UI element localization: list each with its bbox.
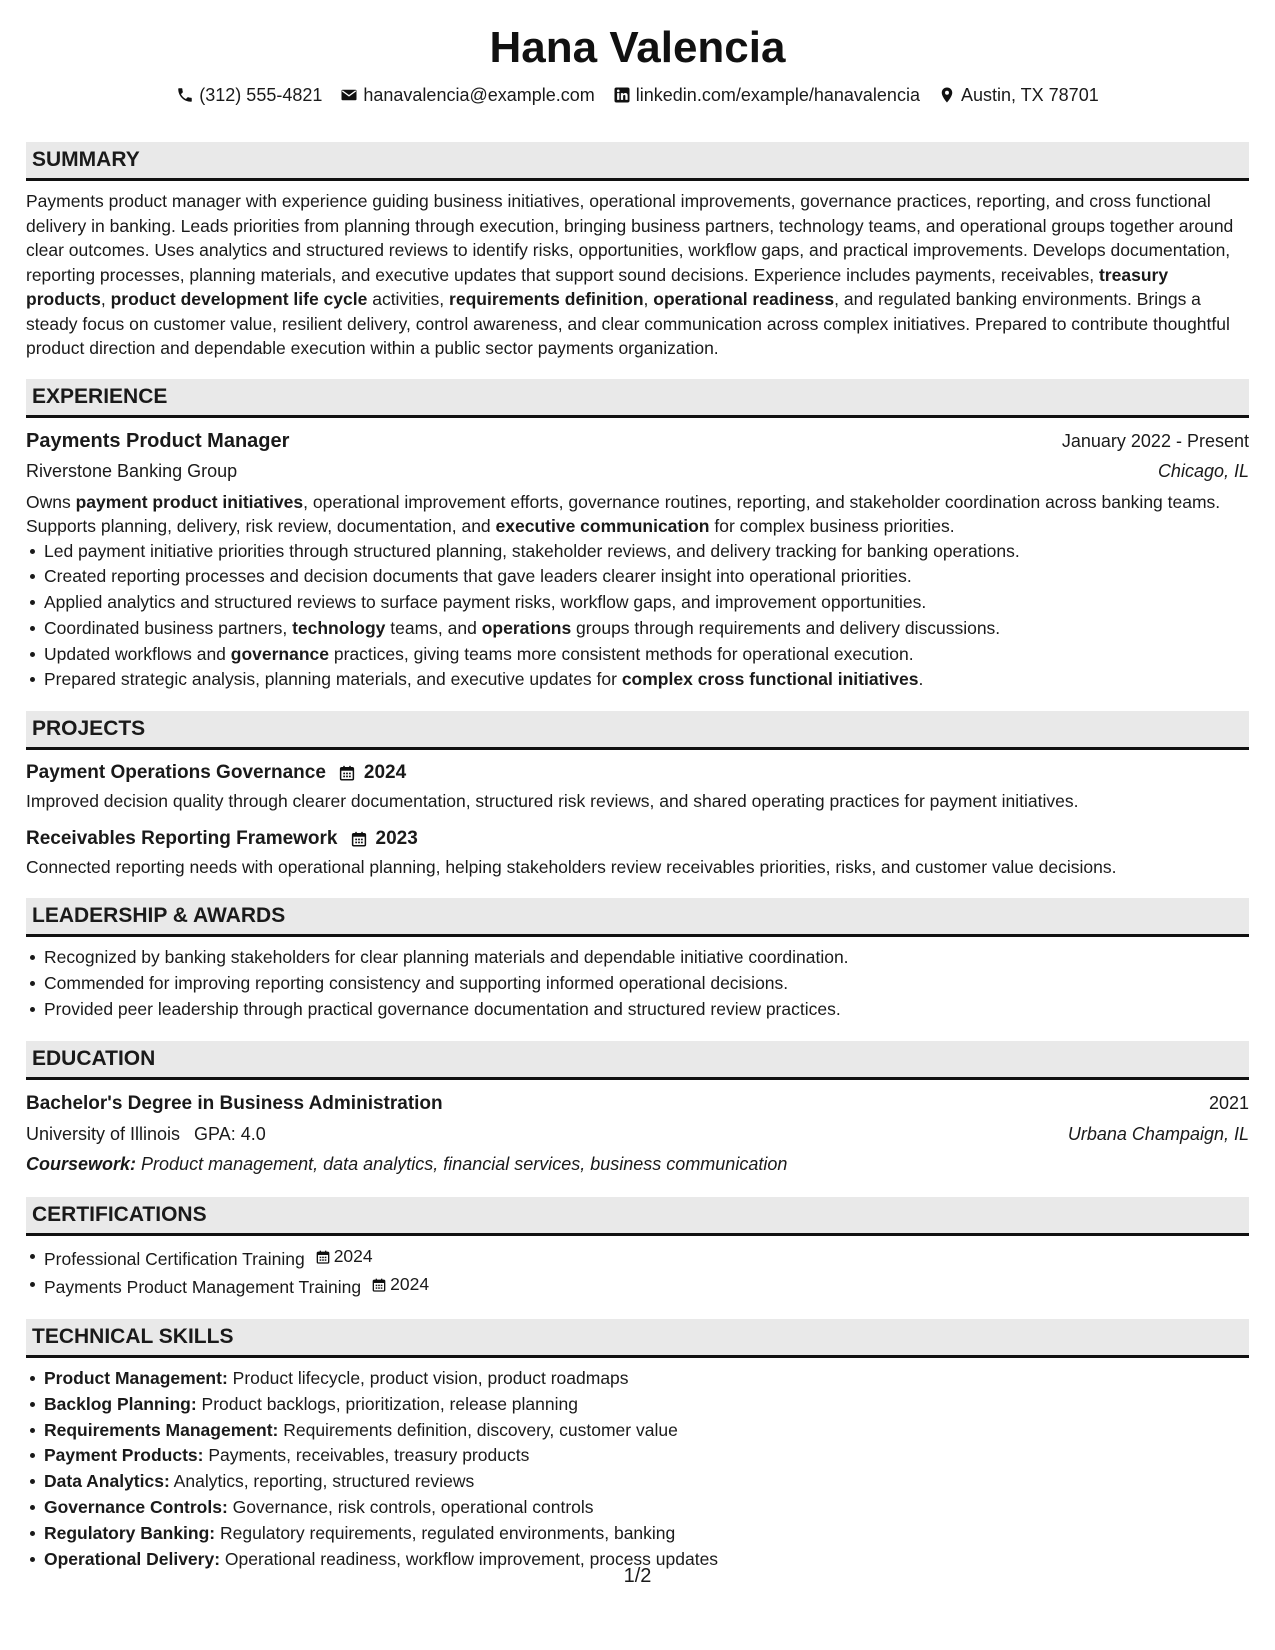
skill-values: Operational readiness, workflow improvement, process updates (220, 1548, 719, 1569)
list-item (44, 1495, 1249, 1521)
certification-year: 2024 (390, 1274, 430, 1295)
certification-date (315, 1244, 373, 1270)
job-title: Payments Product Manager (26, 429, 290, 452)
job-company-row (26, 456, 1249, 486)
phone-text: (312) 555-4821 (199, 85, 323, 105)
list-item (44, 1521, 1249, 1547)
certification-list (26, 1244, 1249, 1301)
list-item (44, 1392, 1249, 1418)
project-year: 2024 (363, 762, 407, 784)
list-item: Led payment initiative priorities through structured planning, stakeholder reviews, and delivery tracking for banking operations. (44, 539, 1249, 565)
list-item (44, 1469, 1249, 1495)
location-text: Austin, TX 78701 (960, 85, 1099, 105)
contact-bar (26, 82, 1249, 108)
calendar-icon (371, 1277, 387, 1293)
skill-values: Product lifecycle, product vision, product roadmaps (227, 1368, 629, 1389)
list-item: Applied analytics and structured reviews to surface payment risks, workflow gaps, and improvement opportunities. (44, 590, 1249, 616)
section-heading-projects: PROJECTS (26, 711, 1249, 750)
project-description: Improved decision quality through clearer documentation, structured risk reviews, and shared operating practices for payment initiatives. (26, 791, 1079, 812)
project-title-row (26, 758, 1249, 788)
section-heading-skills: TECHNICAL SKILLS (26, 1319, 1249, 1358)
job-dates: January 2022 - Present (1061, 430, 1249, 451)
page-number: 1/2 (623, 1565, 652, 1587)
skill-category: Payment Products: (44, 1445, 204, 1466)
calendar-icon (338, 764, 356, 782)
company-name: Riverstone Banking Group (26, 460, 238, 481)
linkedin-icon (613, 86, 631, 104)
coursework: Coursework: Product management, data analytics, financial services, business communication (26, 1153, 788, 1174)
skills-list (26, 1366, 1249, 1572)
graduation-year: 2021 (1208, 1092, 1249, 1113)
contact-location (938, 82, 1099, 108)
resume-content (26, 18, 1249, 1572)
list-item (44, 1443, 1249, 1469)
email-text: hanavalencia@example.com (363, 85, 595, 105)
skill-category: Regulatory Banking: (44, 1522, 216, 1543)
degree-title: Bachelor's Degree in Business Administration (26, 1092, 443, 1114)
list-item: Updated workflows and governance practices, giving teams more consistent methods for operational execution. (44, 642, 1249, 668)
project-year: 2023 (375, 828, 418, 850)
project-title: Payment Operations Governance (26, 762, 326, 784)
job-header (26, 426, 1249, 456)
project-description: Connected reporting needs with operational planning, helping stakeholders review receivables priorities, risks, and customer value decisions. (26, 857, 1117, 878)
skill-category: Governance Controls: (44, 1497, 228, 1518)
skill-values: Analytics, reporting, structured reviews (169, 1471, 475, 1492)
linkedin-text: linkedin.com/example/hanavalencia (635, 85, 920, 105)
skill-values: Product backlogs, prioritization, release planning (196, 1393, 578, 1414)
school-location: Urbana Champaign, IL (1067, 1123, 1249, 1144)
section-heading-education: EDUCATION (26, 1041, 1249, 1080)
list-item: Recognized by banking stakeholders for clear planning materials and dependable initiative coordination. (44, 945, 1249, 971)
skill-category: Requirements Management: (44, 1419, 279, 1440)
list-item: Prepared strategic analysis, planning materials, and executive updates for complex cross functional initiatives. (44, 667, 1249, 693)
school-name: University of Illinois (26, 1123, 181, 1144)
envelope-icon (340, 86, 358, 104)
section-heading-experience: EXPERIENCE (26, 379, 1249, 418)
map-pin-icon (938, 86, 956, 104)
skill-category: Operational Delivery: (44, 1548, 221, 1569)
contact-linkedin[interactable] (613, 82, 920, 108)
skill-category: Data Analytics: (44, 1471, 170, 1492)
skill-values: Regulatory requirements, regulated environments, banking (215, 1522, 676, 1543)
calendar-icon (350, 830, 368, 848)
list-item (44, 1244, 1249, 1273)
contact-email[interactable] (340, 82, 594, 108)
list-item: Provided peer leadership through practical governance documentation and structured review practices. (44, 997, 1249, 1023)
section-heading-leadership: LEADERSHIP & AWARDS (26, 898, 1249, 937)
project-title: Receivables Reporting Framework (26, 828, 338, 850)
skill-values: Requirements definition, discovery, customer value (278, 1419, 678, 1440)
certification-name: Professional Certification Training (44, 1248, 305, 1269)
calendar-icon (315, 1249, 331, 1265)
certification-year: 2024 (333, 1245, 373, 1266)
job-bullets (26, 539, 1249, 694)
list-item: Coordinated business partners, technology teams, and operations groups through requirements and delivery discussions. (44, 616, 1249, 642)
skill-category: Product Management: (44, 1368, 228, 1389)
project-date (338, 758, 406, 788)
education-header (26, 1088, 1249, 1119)
phone-icon (176, 86, 194, 104)
leadership-list (26, 945, 1249, 1022)
skill-values: Governance, risk controls, operational controls (227, 1497, 594, 1518)
certification-name: Payments Product Management Training (44, 1277, 362, 1298)
list-item: Created reporting processes and decision documents that gave leaders clearer insight into operational priorities. (44, 564, 1249, 590)
project-title-row (26, 824, 1249, 854)
list-item: Commended for improving reporting consistency and supporting informed operational decisions. (44, 971, 1249, 997)
list-item (44, 1418, 1249, 1444)
section-heading-certifications: CERTIFICATIONS (26, 1197, 1249, 1236)
summary-paragraph: Payments product manager with experience guiding business initiatives, operational improvements, governance practices, reporting, and cross functional delivery in banking. Leads priorities from planning through execution, bringing business partners, technology teams, and operational groups together around clear outcomes. Uses analytics and structured reviews to identify risks, opportunities, workflow gaps, and practical improvements. Develops documentation, reporting processes, planning materials, and executive updates that support sound decisions. Experience includes payments, receivables, treasury products, product development life cycle activities, requirements definition, operational readiness, and regulated banking environments. Brings a steady focus on customer value, resilient delivery, control awareness, and clear communication across complex initiatives. Prepared to contribute thoughtful product direction and dependable execution within a public sector payments organization. (26, 191, 1234, 358)
education-school-row (26, 1119, 1249, 1149)
job-location: Chicago, IL (1157, 460, 1249, 481)
job-description: Owns payment product initiatives, operational improvement efforts, governance routines, reporting, and stakeholder coordination across banking teams. Supports planning, delivery, risk review, documentation, and executive communication for complex business priorities. (26, 491, 1221, 536)
project-date (350, 824, 418, 854)
section-heading-summary: SUMMARY (26, 142, 1249, 181)
list-item (44, 1272, 1249, 1301)
gpa: GPA: 4.0 (194, 1123, 266, 1144)
skill-values: Payments, receivables, treasury products (203, 1445, 530, 1466)
contact-phone (176, 82, 322, 108)
school-info (26, 1119, 266, 1149)
skill-category: Backlog Planning: (44, 1393, 197, 1414)
candidate-name: Hana Valencia (489, 23, 786, 72)
list-item (44, 1366, 1249, 1392)
certification-date (371, 1272, 429, 1298)
